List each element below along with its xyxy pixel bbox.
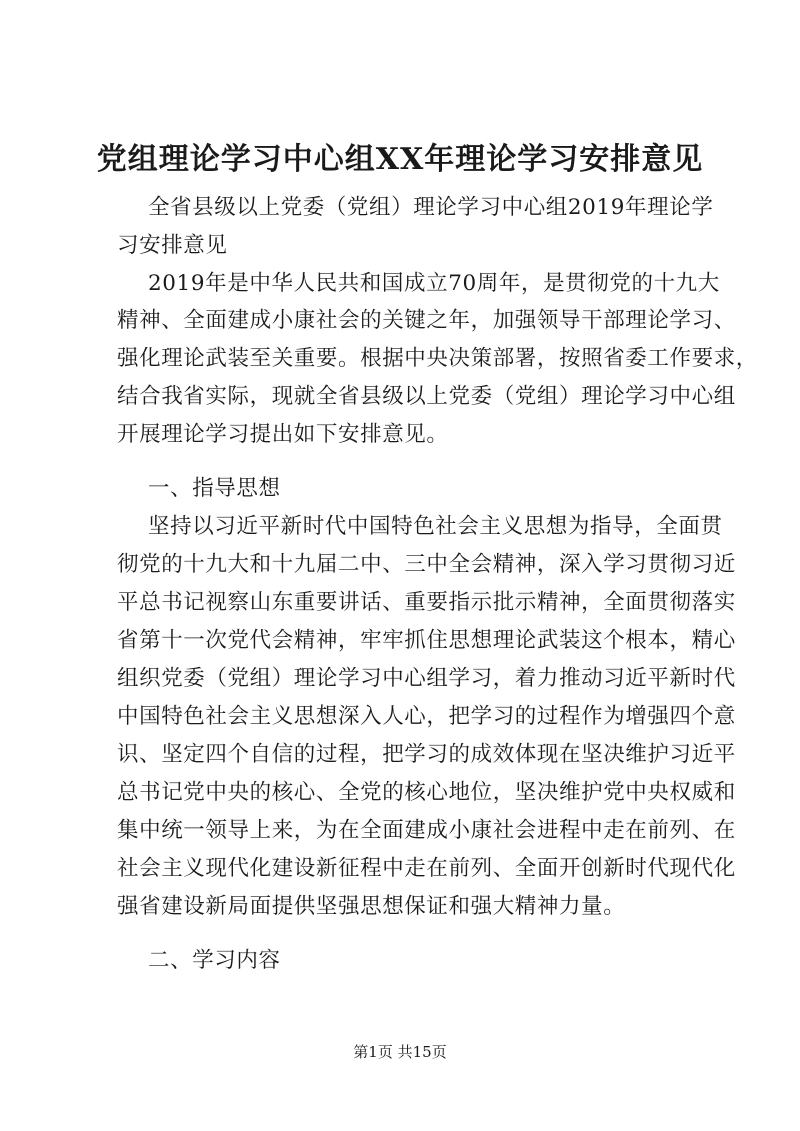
body-line: 彻党的十九大和十九届二中、三中全会精神，深入学习贯彻习近 [117, 552, 736, 577]
body-line: 强省建设新局面提供坚强思想保证和强大精神力量。 [117, 894, 626, 919]
body-line: 组织党委（党组）理论学习中心组学习，着力推动习近平新时代 [117, 666, 736, 691]
body-line: 2019年是中华人民共和国成立70周年，是贯彻党的十九大 [148, 271, 720, 296]
body-line: 集中统一领导上来，为在全面建成小康社会进程中走在前列、在 [117, 818, 736, 843]
body-line: 全省县级以上党委（党组）理论学习中心组2019年理论学 [148, 195, 714, 220]
body-line: 坚持以习近平新时代中国特色社会主义思想为指导，全面贯 [148, 514, 723, 539]
body-line: 总书记党中央的核心、全党的核心地位，坚决维护党中央权威和 [117, 780, 736, 805]
section-heading: 一、指导思想 [148, 476, 281, 501]
document-title: 党组理论学习中心组XX年理论学习安排意见 [96, 142, 704, 177]
body-line: 社会主义现代化建设新征程中走在前列、全面开创新时代现代化 [117, 856, 736, 881]
body-line: 结合我省实际，现就全省县级以上党委（党组）理论学习中心组 [117, 384, 736, 409]
body-line: 开展理论学习提出如下安排意见。 [117, 422, 449, 447]
body-line: 识、坚定四个自信的过程，把学习的成效体现在坚决维护习近平 [117, 742, 736, 767]
body-line: 精神、全面建成小康社会的关键之年，加强领导干部理论学习、 [117, 308, 736, 333]
body-line: 平总书记视察山东重要讲话、重要指示批示精神，全面贯彻落实 [117, 590, 736, 615]
page-footer: 第1页 共15页 [353, 1043, 447, 1061]
body-line: 强化理论武装至关重要。根据中央决策部署，按照省委工作要求， [117, 346, 758, 371]
body-line: 习安排意见 [117, 233, 228, 258]
body-line: 中国特色社会主义思想深入人心，把学习的过程作为增强四个意 [117, 704, 736, 729]
body-line: 省第十一次党代会精神，牢牢抓住思想理论武装这个根本，精心 [117, 628, 736, 653]
section-heading: 二、学习内容 [148, 948, 281, 973]
